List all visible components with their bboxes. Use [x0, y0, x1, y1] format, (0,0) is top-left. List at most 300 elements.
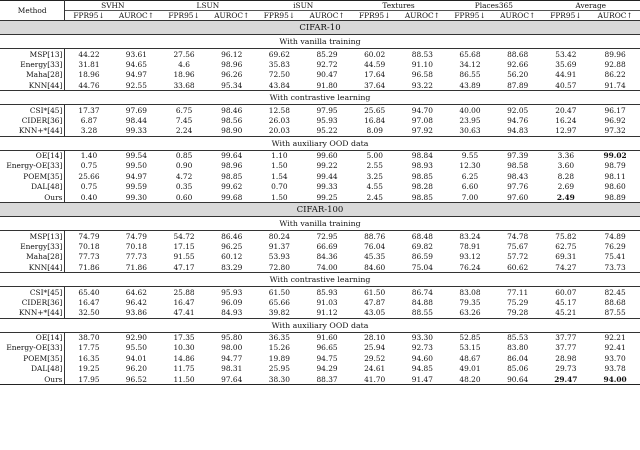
fpr-cell: 75.82: [542, 231, 591, 242]
auroc-cell: 88.53: [399, 49, 447, 60]
auroc-cell: 98.60: [604, 182, 626, 192]
fpr-cell: 93.12: [459, 252, 481, 262]
fpr-cell: 8.09: [366, 126, 383, 135]
method-cell: POEM[35]: [0, 353, 65, 364]
fpr-cell: 0.35: [175, 182, 193, 192]
fpr-cell: 17.35: [160, 332, 208, 343]
metric-header-fpr: FPR95↓: [359, 11, 391, 20]
table-row: [0, 49, 640, 60]
group-label: With contrastive learning: [0, 91, 640, 105]
table-row: [0, 353, 640, 364]
fpr-cell: 49.01: [459, 364, 481, 374]
auroc-cell: 94.75: [316, 353, 338, 363]
fpr-cell: 72.80: [268, 262, 290, 272]
fpr-cell: 17.75: [78, 343, 100, 353]
fpr-cell: 76.24: [459, 262, 481, 272]
auroc-cell: 84.93: [221, 308, 243, 317]
auroc-cell: 99.44: [316, 171, 338, 181]
fpr-cell: 53.42: [542, 49, 591, 60]
group-header-row: [0, 35, 640, 49]
fpr-cell: 23.95: [459, 115, 481, 125]
auroc-cell: 92.55: [125, 80, 147, 90]
fpr-cell: 20.47: [542, 105, 591, 116]
fpr-cell: 27.56: [160, 49, 208, 60]
method-cell: KNN+*[44]: [0, 308, 65, 319]
auroc-cell: 98.00: [221, 343, 243, 353]
auroc-cell: 75.04: [411, 262, 433, 272]
fpr-cell: 37.77: [542, 332, 591, 343]
auroc-cell: 96.92: [604, 115, 626, 125]
fpr-cell: 19.89: [268, 353, 290, 363]
fpr-cell: 12.58: [256, 105, 304, 116]
auroc-cell: 88.68: [604, 297, 626, 307]
auroc-cell: 75.67: [507, 241, 529, 251]
group-header-isun: iSUN: [256, 1, 351, 11]
fpr-cell: 1.54: [271, 171, 288, 181]
auroc-cell: 99.60: [303, 150, 351, 161]
table-row: [0, 182, 640, 193]
auroc-cell: 94.83: [507, 126, 529, 135]
auroc-cell: 77.11: [494, 287, 542, 298]
fpr-cell: 28.10: [351, 332, 399, 343]
dataset-header-row: [0, 203, 640, 217]
auroc-cell: 98.28: [411, 182, 433, 192]
fpr-cell: 4.72: [175, 171, 193, 181]
auroc-cell: 94.97: [125, 171, 147, 181]
table-row: [0, 308, 640, 319]
group-label: With auxiliary OOD data: [0, 136, 640, 150]
group-header-row: [0, 217, 640, 231]
table-row: [0, 287, 640, 298]
auroc-cell: 91.80: [316, 80, 338, 90]
auroc-cell: 91.03: [316, 297, 338, 307]
method-cell: Energy[33]: [0, 59, 65, 70]
table-row: [0, 252, 640, 263]
table-row: [0, 241, 640, 252]
auroc-cell: 99.25: [316, 192, 338, 202]
auroc-cell: 97.08: [411, 115, 433, 125]
auroc-cell: 96.17: [590, 105, 640, 116]
auroc-cell: 85.93: [303, 287, 351, 298]
auroc-cell: 72.95: [303, 231, 351, 242]
fpr-cell: 61.50: [351, 287, 399, 298]
fpr-cell: 6.75: [160, 105, 208, 116]
auroc-cell: 99.30: [125, 192, 147, 202]
fpr-cell: 6.60: [461, 182, 479, 192]
fpr-cell: 1.40: [65, 150, 113, 161]
fpr-cell: 0.75: [80, 161, 98, 171]
fpr-cell: 74.27: [555, 262, 577, 272]
auroc-cell: 98.90: [221, 126, 243, 135]
auroc-cell: 86.46: [208, 231, 256, 242]
fpr-cell: 25.88: [160, 287, 208, 298]
auroc-cell: 98.31: [221, 364, 243, 374]
fpr-cell: 38.70: [65, 332, 113, 343]
group-label: With vanilla training: [279, 219, 361, 228]
fpr-cell: 83.24: [446, 231, 494, 242]
table-row: [0, 192, 640, 203]
auroc-cell: 96.65: [316, 343, 338, 353]
auroc-cell: 88.68: [494, 49, 542, 60]
auroc-cell: 94.00: [590, 374, 640, 385]
method-header: Method: [0, 1, 65, 21]
fpr-cell: 17.15: [173, 241, 195, 251]
auroc-cell: 86.74: [399, 287, 447, 298]
fpr-cell: 65.66: [268, 297, 290, 307]
auroc-cell: 95.22: [316, 126, 338, 135]
fpr-cell: 0.40: [80, 192, 98, 202]
auroc-cell: 86.59: [411, 252, 433, 262]
auroc-cell: 99.59: [125, 182, 147, 192]
header-row-groups: [0, 1, 640, 11]
auroc-cell: 93.61: [113, 49, 161, 60]
metric-header-auroc: AUROC↑: [500, 11, 536, 20]
auroc-cell: 87.55: [604, 308, 626, 317]
fpr-cell: 2.45: [366, 192, 383, 202]
auroc-cell: 93.70: [604, 353, 626, 363]
method-cell: OE[14]: [0, 150, 65, 161]
auroc-cell: 60.12: [221, 252, 243, 262]
fpr-cell: 78.91: [459, 241, 481, 251]
auroc-cell: 86.04: [507, 353, 529, 363]
method-cell: DAL[48]: [0, 182, 65, 193]
fpr-cell: 10.30: [173, 343, 195, 353]
auroc-cell: 95.34: [221, 80, 243, 90]
fpr-cell: 45.21: [555, 308, 577, 317]
fpr-cell: 0.75: [80, 182, 98, 192]
auroc-cell: 92.21: [590, 332, 640, 343]
fpr-cell: 2.24: [175, 126, 193, 135]
group-header-row: [0, 136, 640, 150]
fpr-cell: 47.17: [173, 262, 195, 272]
fpr-cell: 37.77: [555, 343, 577, 353]
fpr-cell: 44.76: [78, 80, 100, 90]
fpr-cell: 16.47: [173, 297, 195, 307]
auroc-cell: 85.29: [303, 49, 351, 60]
fpr-cell: 32.50: [78, 308, 100, 317]
fpr-cell: 16.24: [555, 115, 577, 125]
auroc-cell: 74.79: [113, 231, 161, 242]
fpr-cell: 25.94: [364, 343, 386, 353]
auroc-cell: 94.77: [221, 353, 243, 363]
auroc-cell: 98.44: [125, 115, 147, 125]
auroc-cell: 56.20: [507, 70, 529, 80]
fpr-cell: 45.17: [555, 297, 577, 307]
fpr-cell: 28.98: [555, 353, 577, 363]
fpr-cell: 88.76: [351, 231, 399, 242]
fpr-cell: 41.70: [351, 374, 399, 385]
group-header-svhn: SVHN: [65, 1, 160, 11]
auroc-cell: 97.60: [507, 192, 529, 202]
table-row: [0, 171, 640, 182]
method-cell: Energy-OE[33]: [0, 161, 65, 172]
table-row: [0, 343, 640, 354]
auroc-cell: 99.68: [221, 192, 243, 202]
metric-header-fpr: FPR95↓: [168, 11, 200, 20]
fpr-cell: 18.96: [173, 70, 195, 80]
auroc-cell: 98.89: [604, 192, 626, 202]
auroc-cell: 95.80: [208, 332, 256, 343]
fpr-cell: 3.28: [80, 126, 98, 135]
fpr-cell: 3.25: [366, 171, 383, 181]
method-cell: Ours: [0, 192, 65, 203]
auroc-cell: 87.89: [507, 80, 529, 90]
method-cell: KNN+*[44]: [0, 126, 65, 137]
fpr-cell: 25.66: [78, 171, 100, 181]
auroc-cell: 98.93: [411, 161, 433, 171]
table-row: [0, 374, 640, 385]
auroc-cell: 96.20: [125, 364, 147, 374]
fpr-cell: 1.50: [271, 161, 288, 171]
group-header-lsun: LSUN: [160, 1, 255, 11]
group-header-row: [0, 318, 640, 332]
auroc-cell: 98.96: [221, 59, 243, 69]
auroc-cell: 99.62: [221, 182, 243, 192]
auroc-cell: 85.06: [507, 364, 529, 374]
fpr-cell: 14.86: [173, 353, 195, 363]
fpr-cell: 11.75: [173, 364, 195, 374]
metric-header-fpr: FPR95↓: [454, 11, 486, 20]
fpr-cell: 37.64: [364, 80, 386, 90]
table-row: [0, 364, 640, 375]
auroc-cell: 92.72: [316, 59, 338, 69]
fpr-cell: 62.75: [555, 241, 577, 251]
auroc-cell: 93.86: [125, 308, 147, 317]
auroc-cell: 77.73: [125, 252, 147, 262]
auroc-cell: 74.78: [494, 231, 542, 242]
auroc-cell: 94.70: [399, 105, 447, 116]
auroc-cell: 93.22: [411, 80, 433, 90]
fpr-cell: 24.61: [364, 364, 386, 374]
auroc-cell: 95.93: [316, 115, 338, 125]
fpr-cell: 2.55: [366, 161, 383, 171]
auroc-cell: 98.46: [208, 105, 256, 116]
auroc-cell: 66.69: [316, 241, 338, 251]
fpr-cell: 44.59: [364, 59, 386, 69]
fpr-cell: 52.85: [446, 332, 494, 343]
auroc-cell: 92.66: [507, 59, 529, 69]
fpr-cell: 17.64: [364, 70, 386, 80]
fpr-cell: 71.86: [78, 262, 100, 272]
metric-header-auroc: AUROC↑: [309, 11, 345, 20]
fpr-cell: 47.87: [364, 297, 386, 307]
fpr-cell: 43.89: [459, 80, 481, 90]
fpr-cell: 0.60: [175, 192, 193, 202]
auroc-cell: 98.56: [221, 115, 243, 125]
auroc-cell: 97.69: [113, 105, 161, 116]
fpr-cell: 53.15: [459, 343, 481, 353]
auroc-cell: 96.58: [411, 70, 433, 80]
fpr-cell: 4.6: [178, 59, 190, 69]
auroc-cell: 91.60: [303, 332, 351, 343]
fpr-cell: 44.91: [555, 70, 577, 80]
metric-header-auroc: AUROC↑: [597, 11, 633, 20]
table-row: [0, 80, 640, 91]
group-label: With contrastive learning: [0, 273, 640, 287]
auroc-cell: 85.53: [494, 332, 542, 343]
auroc-cell: 99.33: [316, 182, 338, 192]
fpr-cell: 60.07: [542, 287, 591, 298]
auroc-cell: 82.45: [590, 287, 640, 298]
auroc-cell: 92.73: [411, 343, 433, 353]
auroc-cell: 99.50: [125, 161, 147, 171]
fpr-cell: 16.47: [78, 297, 100, 307]
metric-header-fpr: FPR95↓: [263, 11, 295, 20]
fpr-cell: 29.52: [364, 353, 386, 363]
fpr-cell: 63.26: [459, 308, 481, 317]
auroc-cell: 93.30: [399, 332, 447, 343]
fpr-cell: 4.55: [366, 182, 383, 192]
fpr-cell: 48.20: [446, 374, 494, 385]
auroc-cell: 99.02: [590, 150, 640, 161]
fpr-cell: 1.10: [256, 150, 304, 161]
method-cell: Maha[28]: [0, 70, 65, 81]
auroc-cell: 98.96: [221, 161, 243, 171]
fpr-cell: 29.73: [555, 364, 577, 374]
metric-header-auroc: AUROC↑: [118, 11, 154, 20]
method-cell: CIDER[36]: [0, 115, 65, 126]
table-row: [0, 297, 640, 308]
auroc-cell: 98.11: [604, 171, 626, 181]
auroc-cell: 98.85: [411, 171, 433, 181]
metric-header-auroc: AUROC↑: [404, 11, 440, 20]
table-row: [0, 231, 640, 242]
table-row: [0, 59, 640, 70]
auroc-cell: 70.18: [125, 241, 147, 251]
table-row: [0, 115, 640, 126]
method-cell: MSP[13]: [0, 231, 65, 242]
auroc-cell: 99.64: [208, 150, 256, 161]
auroc-cell: 97.92: [411, 126, 433, 135]
group-header-row: [0, 91, 640, 105]
auroc-cell: 94.85: [411, 364, 433, 374]
group-header-row: [0, 273, 640, 287]
fpr-cell: 19.25: [78, 364, 100, 374]
fpr-cell: 2.69: [557, 182, 575, 192]
method-cell: Energy[33]: [0, 241, 65, 252]
method-cell: CIDER[36]: [0, 297, 65, 308]
fpr-cell: 36.35: [256, 332, 304, 343]
auroc-cell: 60.62: [507, 262, 529, 272]
auroc-cell: 91.74: [604, 80, 626, 90]
auroc-cell: 91.47: [399, 374, 447, 385]
dataset-label: CIFAR-10: [0, 21, 640, 35]
fpr-cell: 6.87: [80, 115, 98, 125]
metric-header-fpr: FPR95↓: [73, 11, 105, 20]
method-cell: OE[14]: [0, 332, 65, 343]
auroc-cell: 97.95: [303, 105, 351, 116]
table-row: [0, 332, 640, 343]
method-cell: CSI*[45]: [0, 105, 65, 116]
fpr-cell: 86.55: [459, 70, 481, 80]
fpr-cell: 3.60: [557, 161, 575, 171]
fpr-cell: 35.83: [268, 59, 290, 69]
auroc-cell: 97.76: [507, 182, 529, 192]
fpr-cell: 12.97: [555, 126, 577, 135]
group-header-textures: Textures: [351, 1, 446, 11]
auroc-cell: 94.76: [507, 115, 529, 125]
fpr-cell: 70.18: [78, 241, 100, 251]
fpr-cell: 26.03: [268, 115, 290, 125]
table-row: [0, 126, 640, 137]
fpr-cell: 39.82: [268, 308, 290, 317]
fpr-cell: 47.41: [173, 308, 195, 317]
auroc-cell: 92.41: [604, 343, 626, 353]
fpr-cell: 77.73: [78, 252, 100, 262]
auroc-cell: 98.43: [507, 171, 529, 181]
fpr-cell: 53.93: [268, 252, 290, 262]
method-cell: KNN[44]: [0, 80, 65, 91]
fpr-cell: 20.03: [268, 126, 290, 135]
fpr-cell: 84.60: [364, 262, 386, 272]
auroc-cell: 71.86: [125, 262, 147, 272]
auroc-cell: 74.00: [316, 262, 338, 272]
fpr-cell: 35.69: [555, 59, 577, 69]
auroc-cell: 75.41: [604, 252, 626, 262]
auroc-cell: 96.25: [221, 241, 243, 251]
auroc-cell: 94.01: [125, 353, 147, 363]
fpr-cell: 9.55: [446, 150, 494, 161]
auroc-cell: 98.58: [507, 161, 529, 171]
table-row: [0, 262, 640, 273]
group-label: With vanilla training: [279, 37, 361, 46]
fpr-cell: 0.70: [271, 182, 288, 192]
fpr-cell: 43.05: [364, 308, 386, 317]
fpr-cell: 17.95: [65, 374, 113, 385]
auroc-cell: 84.88: [411, 297, 433, 307]
fpr-cell: 30.63: [459, 126, 481, 135]
auroc-cell: 94.97: [125, 70, 147, 80]
auroc-cell: 68.48: [399, 231, 447, 242]
fpr-cell: 18.96: [78, 70, 100, 80]
auroc-cell: 91.12: [316, 308, 338, 317]
fpr-cell: 5.00: [351, 150, 399, 161]
auroc-cell: 90.64: [494, 374, 542, 385]
auroc-cell: 57.72: [507, 252, 529, 262]
table-row: [0, 105, 640, 116]
fpr-cell: 40.00: [446, 105, 494, 116]
fpr-cell: 44.22: [65, 49, 113, 60]
auroc-cell: 79.28: [507, 308, 529, 317]
table-row: [0, 150, 640, 161]
fpr-cell: 43.84: [268, 80, 290, 90]
auroc-cell: 94.65: [125, 59, 147, 69]
fpr-cell: 54.72: [160, 231, 208, 242]
auroc-cell: 83.29: [221, 262, 243, 272]
table-body: [0, 21, 640, 385]
fpr-cell: 25.65: [351, 105, 399, 116]
dataset-header-row: [0, 21, 640, 35]
fpr-cell: 83.08: [446, 287, 494, 298]
fpr-cell: 61.50: [256, 287, 304, 298]
fpr-cell: 65.68: [446, 49, 494, 60]
fpr-cell: 16.35: [78, 353, 100, 363]
fpr-cell: 91.37: [268, 241, 290, 251]
method-cell: MSP[13]: [0, 49, 65, 60]
fpr-cell: 79.35: [459, 297, 481, 307]
auroc-cell: 90.47: [316, 70, 338, 80]
auroc-cell: 97.64: [208, 374, 256, 385]
fpr-cell: 33.68: [173, 80, 195, 90]
auroc-cell: 91.10: [411, 59, 433, 69]
auroc-cell: 96.12: [208, 49, 256, 60]
fpr-cell: 17.37: [65, 105, 113, 116]
fpr-cell: 12.30: [459, 161, 481, 171]
fpr-cell: 69.31: [555, 252, 577, 262]
table-row: [0, 70, 640, 81]
fpr-cell: 31.81: [78, 59, 100, 69]
fpr-cell: 80.24: [256, 231, 304, 242]
